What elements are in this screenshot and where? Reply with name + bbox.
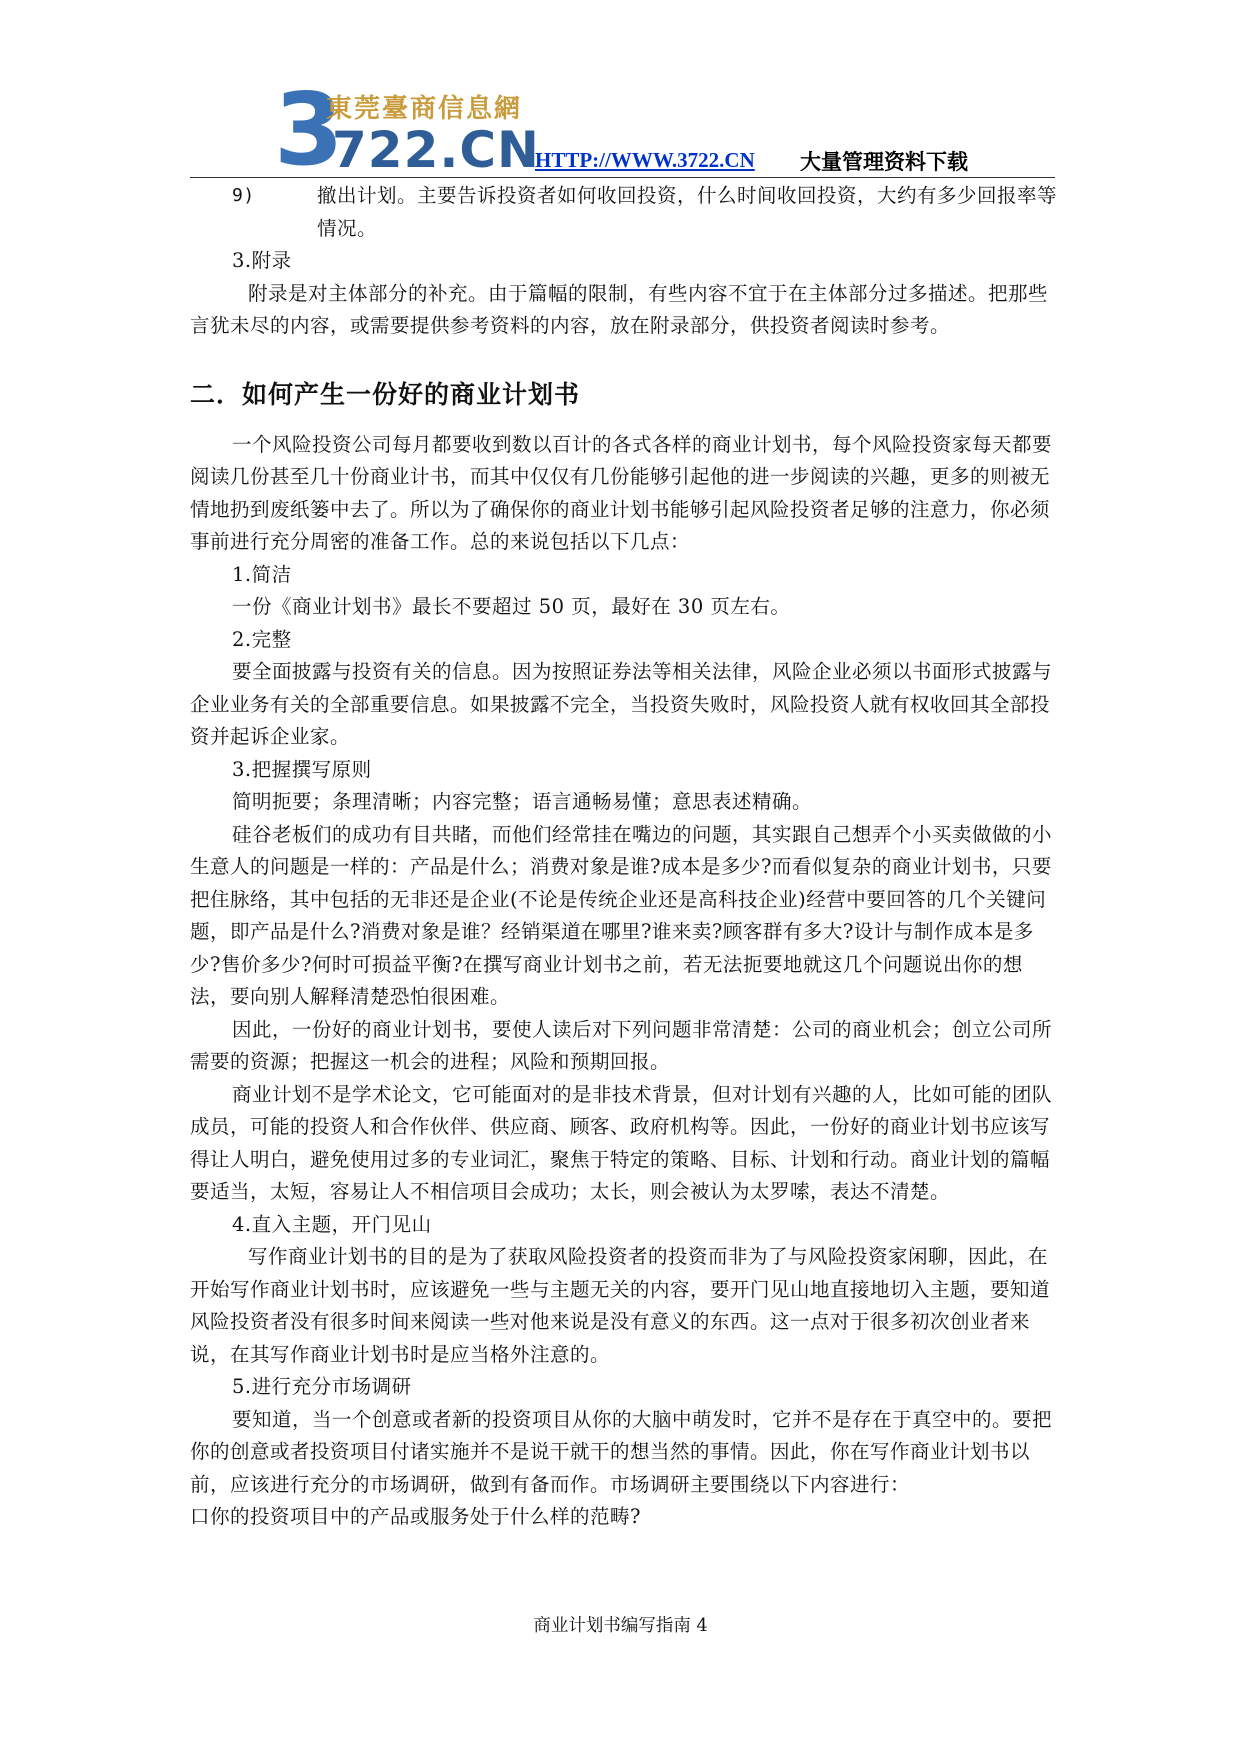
page-header <box>190 71 1060 188</box>
point-2-text: 要全面披露与投资有关的信息。因为按照证券法等相关法律，风险企业必须以书面形式披露与企业业务有关的全部重要信息。如果披露不完全，当投资失败时，风险投资人就有权收回其全部投资并起诉企业家。 <box>190 660 1053 748</box>
point-4-heading: 4.直入主题，开门见山 <box>232 1212 432 1236</box>
logo-subtitle: 東莞臺商信息網 <box>326 94 523 124</box>
document-body <box>190 180 1060 1534</box>
point-3-heading: 3.把握撰写原则 <box>232 757 372 781</box>
section-title: 二．如何产生一份好的商业计划书 <box>190 379 581 409</box>
logo-number: 722.CN <box>332 121 540 179</box>
item-number: 9) <box>232 185 255 206</box>
site-logo <box>274 71 540 188</box>
site-link[interactable]: HTTP://WWW.3722.CN <box>535 148 755 172</box>
point-2-heading: 2.完整 <box>232 627 292 651</box>
header-divider <box>190 177 1055 178</box>
point-3-text-2: 硅谷老板们的成功有目共睹，而他们经常挂在嘴边的问题，其实跟自己想弄个小买卖做做的小生意人的问题是一样的：产品是什么；消费对象是谁?成本是多少?而看似复杂的商业计划书，只要把住脉络，其中包括的无非还是企业(不论是传统企业还是高科技企业)经营中要回答的几个关键问题，即产品是什么?消费对象是谁？经销渠道在哪里?谁来卖?顾客群有多大?设计与制作成本是多少?售价多少?何时可损益平衡?在撰写商业计划书之前，若无法扼要地就这几个问题说出你的想法，要向别人解释清楚恐怕很困难。 <box>190 822 1053 1008</box>
point-5-text-1: 要知道，当一个创意或者新的投资项目从你的大脑中萌发时，它并不是存在于真空中的。要把你的创意或者投资项目付诸实施并不是说干就干的想当然的事情。因此，你在写作商业计划书以前，应该进行充分的市场调研，做到有备而作。市场调研主要围绕以下内容进行： <box>190 1407 1053 1496</box>
point-3-text-1: 简明扼要；条理清晰；内容完整；语言通畅易懂；意思表述精确。 <box>232 790 813 813</box>
logo-digit: 3 <box>274 71 344 188</box>
point-3-text-3: 因此，一份好的商业计划书，要使人读后对下列问题非常清楚：公司的商业机会；创立公司所需要的资源；把握这一机会的进程；风险和预期回报。 <box>190 1017 1053 1073</box>
page-footer: 商业计划书编写指南 4 <box>533 1616 708 1636</box>
point-4-text: 写作商业计划书的目的是为了获取风险投资者的投资而非为了与风险投资家闲聊，因此，在开始写作商业计划书时，应该避免一些与主题无关的内容，要开门见山地直接地切入主题，要知道风险投资者没有很多时间来阅读一些对他来说是没有意义的东西。这一点对于很多初次创业者来说，在其写作商业计划书时是应当格外注意的。 <box>190 1245 1051 1366</box>
point-1-text: 一份《商业计划书》最长不要超过 50 页，最好在 30 页左右。 <box>232 595 791 618</box>
point-5-heading: 5.进行充分市场调研 <box>232 1375 412 1398</box>
header-tagline: 大量管理资料下载 <box>800 150 968 174</box>
point-1-heading: 1.简洁 <box>232 562 292 586</box>
item-text: 撤出计划。主要告诉投资者如何收回投资，什么时间收回投资，大约有多少回报率等情况。 <box>317 184 1058 240</box>
appendix-paragraph: 附录是对主体部分的补充。由于篇幅的限制，有些内容不宜于在主体部分过多描述。把那些言犹未尽的内容，或需要提供参考资料的内容，放在附录部分，供投资者阅读时参考。 <box>190 281 1049 337</box>
appendix-heading: 3.附录 <box>232 249 292 272</box>
point-5-text-2: 口你的投资项目中的产品或服务处于什么样的范畴? <box>190 1505 641 1528</box>
point-3-text-4: 商业计划不是学术论文，它可能面对的是非技术背景，但对计划有兴趣的人，比如可能的团队成员，可能的投资人和合作伙伴、供应商、顾客、政府机构等。因此，一份好的商业计划书应该写得让人明白，避免使用过多的专业词汇，聚焦于特定的策略、目标、计划和行动。商业计划的篇幅要适当，太短，容易让人不相信项目会成功；太长，则会被认为太罗嗦，表达不清楚。 <box>190 1082 1053 1203</box>
list-item-9 <box>190 180 1060 245</box>
intro-paragraph: 一个风险投资公司每月都要收到数以百计的各式各样的商业计划书，每个风险投资家每天都要阅读几份甚至几十份商业计书，而其中仅仅有几份能够引起他的进一步阅读的兴趣，更多的则被无情地扔到废纸篓中去了。所以为了确保你的商业计划书能够引起风险投资者足够的注意力，你必须事前进行充分周密的准备工作。总的来说包括以下几点： <box>190 432 1053 553</box>
